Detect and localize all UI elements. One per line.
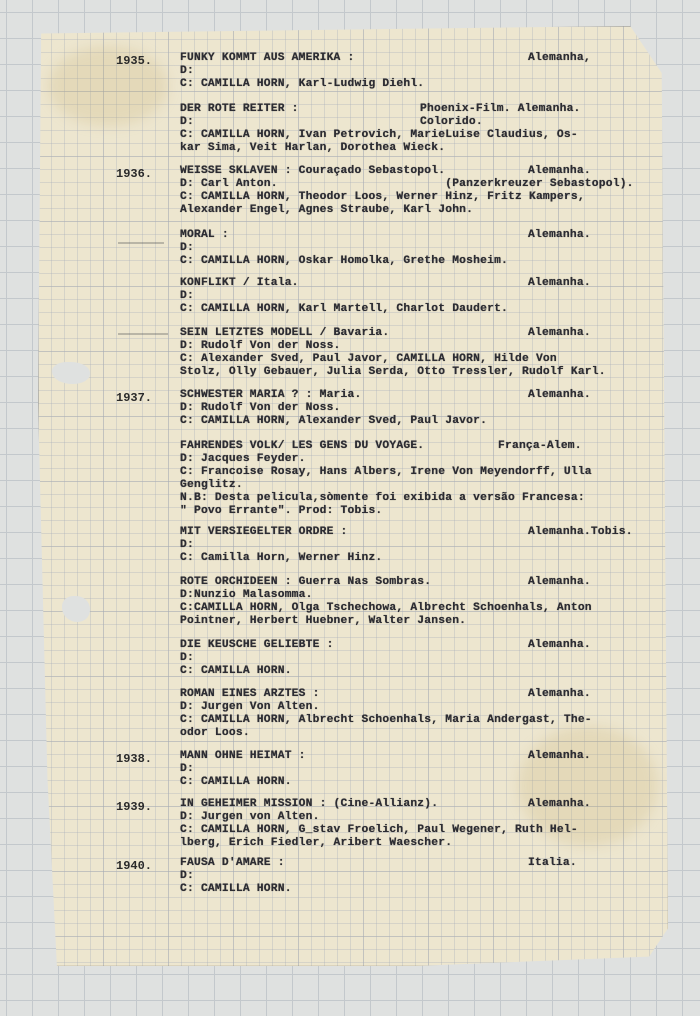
entry-cast-line: lberg, Erich Fiedler, Aribert Waescher.	[180, 837, 453, 849]
entry-director-line: D:	[180, 116, 194, 128]
entry-cast-line: C: Alexander Sved, Paul Javor, CAMILLA HORN, Hilde Von	[180, 353, 557, 365]
entry-country: França-Alem.	[498, 440, 582, 452]
entry-country: Alemanha.	[528, 165, 591, 177]
entry-director-line: D: Jurgen von Alten.	[180, 811, 320, 823]
entry-director-line: D:	[180, 652, 194, 664]
film-title-line: WEISSE SKLAVEN : Couraçado Sebastopol.	[180, 165, 446, 177]
entry-director-line: D:	[180, 290, 194, 302]
entry-director-line: D:	[180, 763, 194, 775]
entry-director-line: D:Nunzio Malasomma.	[180, 589, 313, 601]
entry-year: 1935.	[116, 54, 153, 68]
entry-note-line: N.B: Desta pelicula,sòmente foi exibida a versão Francesa:	[180, 492, 585, 504]
entry-country: Alemanha,	[528, 52, 591, 64]
entry-director-line: D: Carl Anton. (Panzerkreuzer Sebastopol).	[180, 178, 634, 190]
film-title-line: DER ROTE REITER :	[180, 103, 299, 115]
entry-cast-line: C: CAMILLA HORN.	[180, 665, 292, 677]
entry-country: Alemanha.Tobis.	[528, 526, 633, 538]
entry-country: Alemanha.	[528, 229, 591, 241]
entry-cast-line: kar Sima, Veit Harlan, Dorothea Wieck.	[180, 142, 446, 154]
entry-cast-line: C: CAMILLA HORN, G_stav Froelich, Paul Wegener, Ruth Hel-	[180, 824, 578, 836]
entry-cast-line: C: CAMILLA HORN, Alexander Sved, Paul Javor.	[180, 415, 488, 427]
entry-cast-line: Stolz, Olly Gebauer, Julia Serda, Otto Tressler, Rudolf Karl.	[180, 366, 606, 378]
entry-director-line: D: Jacques Feyder.	[180, 453, 306, 465]
entry-country: Alemanha.	[528, 389, 591, 401]
entry-year: 1940.	[116, 859, 153, 873]
entry-director-line: D: Rudolf Von der Noss.	[180, 402, 341, 414]
entry-cast-line: C: CAMILLA HORN, Karl Martell, Charlot Daudert.	[180, 303, 509, 315]
entry-note-line: Colorido.	[420, 116, 483, 128]
entry-cast-line: C: Francoise Rosay, Hans Albers, Irene Von Meyendorff, Ulla	[180, 466, 592, 478]
entry-cast-line: C: CAMILLA HORN, Karl-Ludwig Diehl.	[180, 78, 425, 90]
entry-cast-line: C:CAMILLA HORN, Olga Tschechowa, Albrecht Schoenhals, Anton	[180, 602, 592, 614]
entry-country: Alemanha.	[528, 327, 591, 339]
entry-year: 1937.	[116, 391, 153, 405]
entry-country: Italia.	[528, 857, 577, 869]
entry-country: Alemanha.	[528, 277, 591, 289]
entry-cast-line: C: CAMILLA HORN, Theodor Loos, Werner Hinz, Fritz Kampers,	[180, 191, 585, 203]
film-title-line: KONFLIKT / Itala.	[180, 277, 299, 289]
film-title-line: FAHRENDES VOLK/ LES GENS DU VOYAGE.	[180, 440, 425, 452]
entry-cast-line: Alexander Engel, Agnes Straube, Karl John.	[180, 204, 474, 216]
film-title-line: MIT VERSIEGELTER ORDRE :	[180, 526, 348, 538]
entry-country: Alemanha.	[528, 576, 591, 588]
entry-country: Alemanha.	[528, 688, 591, 700]
entry-country: Alemanha.	[528, 639, 591, 651]
entry-director-line: D:	[180, 242, 194, 254]
entry-country: Alemanha.	[528, 750, 591, 762]
entry-director-line: D:	[180, 65, 194, 77]
entry-cast-line: C: CAMILLA HORN, Oskar Homolka, Grethe Mosheim.	[180, 255, 509, 267]
film-title-line: FUNKY KOMMT AUS AMERIKA :	[180, 52, 355, 64]
entry-cast-line: Genglitz.	[180, 479, 243, 491]
entry-director-line: D: Rudolf Von der Noss.	[180, 340, 341, 352]
entry-cast-line: C: Camilla Horn, Werner Hinz.	[180, 552, 383, 564]
entry-year: 1939.	[116, 800, 153, 814]
entry-cast-line: C: CAMILLA HORN, Albrecht Schoenhals, Maria Andergast, The-	[180, 714, 592, 726]
entry-year: 1936.	[116, 167, 153, 181]
film-title-line: MANN OHNE HEIMAT :	[180, 750, 306, 762]
film-title-line: ROTE ORCHIDEEN : Guerra Nas Sombras.	[180, 576, 432, 588]
entry-cast-line: C: CAMILLA HORN, Ivan Petrovich, MarieLuise Claudius, Os-	[180, 129, 578, 141]
entry-director-line: D: Jurgen Von Alten.	[180, 701, 320, 713]
entry-director-line: D:	[180, 539, 194, 551]
entry-cast-line: odor Loos.	[180, 727, 250, 739]
entry-country: Alemanha.	[528, 798, 591, 810]
film-title-line: IN GEHEIMER MISSION : (Cine-Allianz).	[180, 798, 439, 810]
film-title-line: ROMAN EINES ARZTES :	[180, 688, 320, 700]
film-title-line: SCHWESTER MARIA ? : Maria.	[180, 389, 362, 401]
film-title-line: SEIN LETZTES MODELL / Bavaria.	[180, 327, 390, 339]
entry-country: Phoenix-Film. Alemanha.	[420, 103, 581, 115]
entry-year: 1938.	[116, 752, 153, 766]
entry-cast-line: Pointner, Herbert Huebner, Walter Jansen.	[180, 615, 467, 627]
film-title-line: MORAL :	[180, 229, 229, 241]
entry-cast-line: C: CAMILLA HORN.	[180, 883, 292, 895]
entry-cast-line: C: CAMILLA HORN.	[180, 776, 292, 788]
entry-note-line: " Povo Errante". Prod: Tobis.	[180, 505, 383, 517]
film-title-line: DIE KEUSCHE GELIEBTE :	[180, 639, 334, 651]
film-title-line: FAUSA D'AMARE :	[180, 857, 285, 869]
entry-director-line: D:	[180, 870, 194, 882]
